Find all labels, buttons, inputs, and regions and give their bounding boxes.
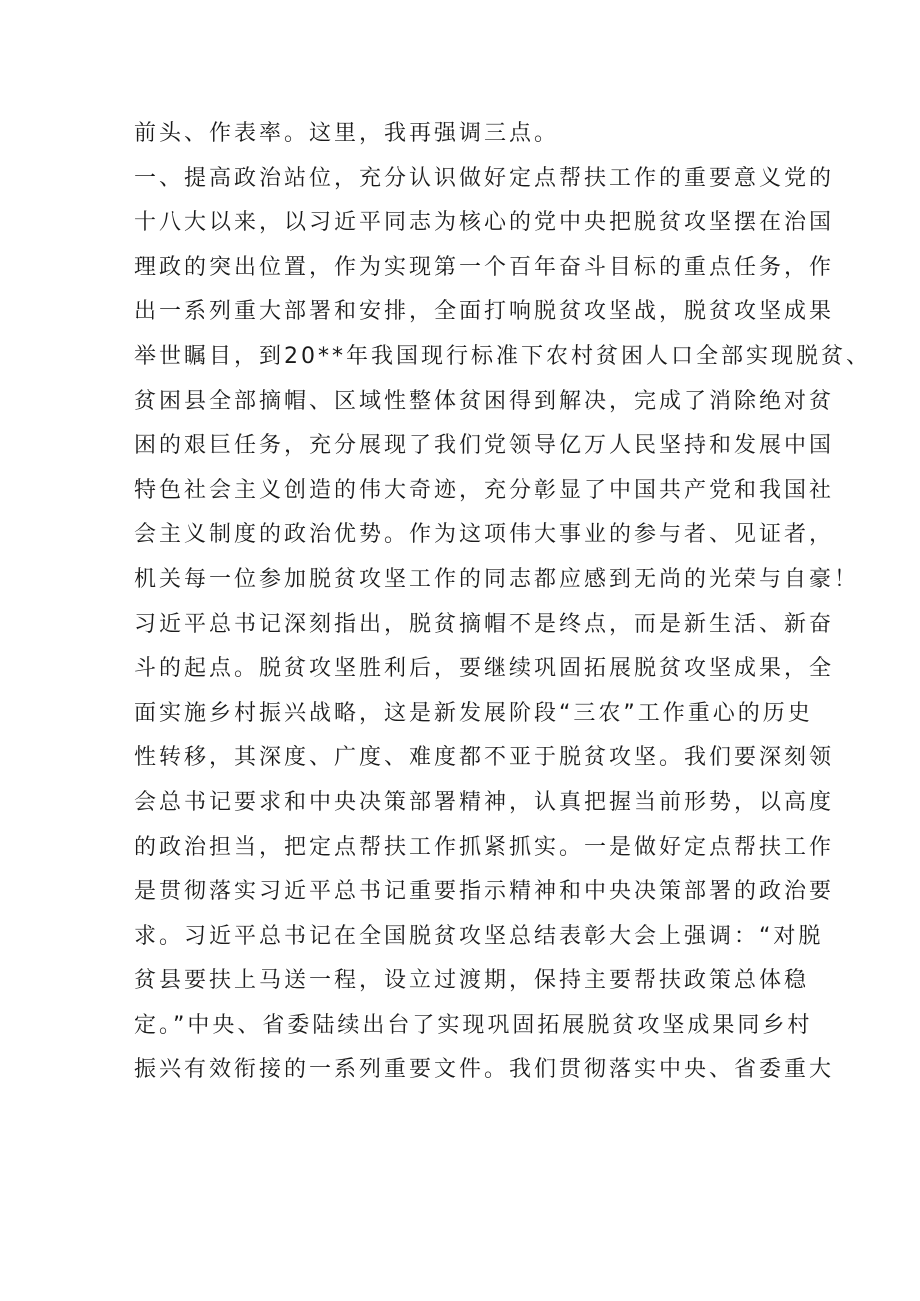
text-line: 举世瞩目，到20**年我国现行标准下农村贫困人口全部实现脱贫、 <box>134 343 871 369</box>
text-line: 一、提高政治站位，充分认识做好定点帮扶工作的重要意义党的 <box>134 165 835 191</box>
text-line: 性转移，其深度、广度、难度都不亚于脱贫攻坚。我们要深刻领 <box>134 745 835 771</box>
text-line: 出一系列重大部署和安排，全面打响脱贫攻坚战，脱贫攻坚成果 <box>134 299 835 325</box>
text-line: 贫困县全部摘帽、区域性整体贫困得到解决，完成了消除绝对贫 <box>134 388 835 414</box>
text-line: 振兴有效衔接的一系列重要文件。我们贯彻落实中央、省委重大 <box>134 1057 835 1083</box>
text-line: 的政治担当，把定点帮扶工作抓紧抓实。一是做好定点帮扶工作 <box>134 834 835 860</box>
text-line: 是贯彻落实习近平总书记重要指示精神和中央决策部署的政治要 <box>134 879 835 905</box>
text-line: 会总书记要求和中央决策部署精神，认真把握当前形势，以高度 <box>134 789 835 815</box>
text-line: 会主义制度的政治优势。作为这项伟大事业的参与者、见证者， <box>134 522 835 548</box>
text-line: 斗的起点。脱贫攻坚胜利后，要继续巩固拓展脱贫攻坚成果，全 <box>134 656 835 682</box>
text-line: 困的艰巨任务，充分展现了我们党领导亿万人民坚持和发展中国 <box>134 433 835 459</box>
text-line: 贫县要扶上马送一程，设立过渡期，保持主要帮扶政策总体稳 <box>134 968 810 994</box>
text-line: 十八大以来，以习近平同志为核心的党中央把脱贫攻坚摆在治国 <box>134 210 835 236</box>
text-line: 理政的突出位置，作为实现第一个百年奋斗目标的重点任务，作 <box>134 254 835 280</box>
text-line: 机关每一位参加脱贫攻坚工作的同志都应感到无尚的光荣与自豪！ <box>134 566 860 592</box>
text-line: 习近平总书记深刻指出，脱贫摘帽不是终点，而是新生活、新奋 <box>134 611 835 637</box>
text-line: 面实施乡村振兴战略，这是新发展阶段“三农”工作重心的历史 <box>134 700 813 726</box>
text-line: 特色社会主义创造的伟大奇迹，充分彰显了中国共产党和我国社 <box>134 477 835 503</box>
text-line: 定。”中央、省委陆续出台了实现巩固拓展脱贫攻坚成果同乡村 <box>134 1012 813 1038</box>
body-text <box>134 112 871 1093</box>
text-line: 求。习近平总书记在全国脱贫攻坚总结表彰大会上强调：“对脱 <box>134 923 824 949</box>
text-line: 前头、作表率。这里，我再强调三点。 <box>134 121 560 146</box>
